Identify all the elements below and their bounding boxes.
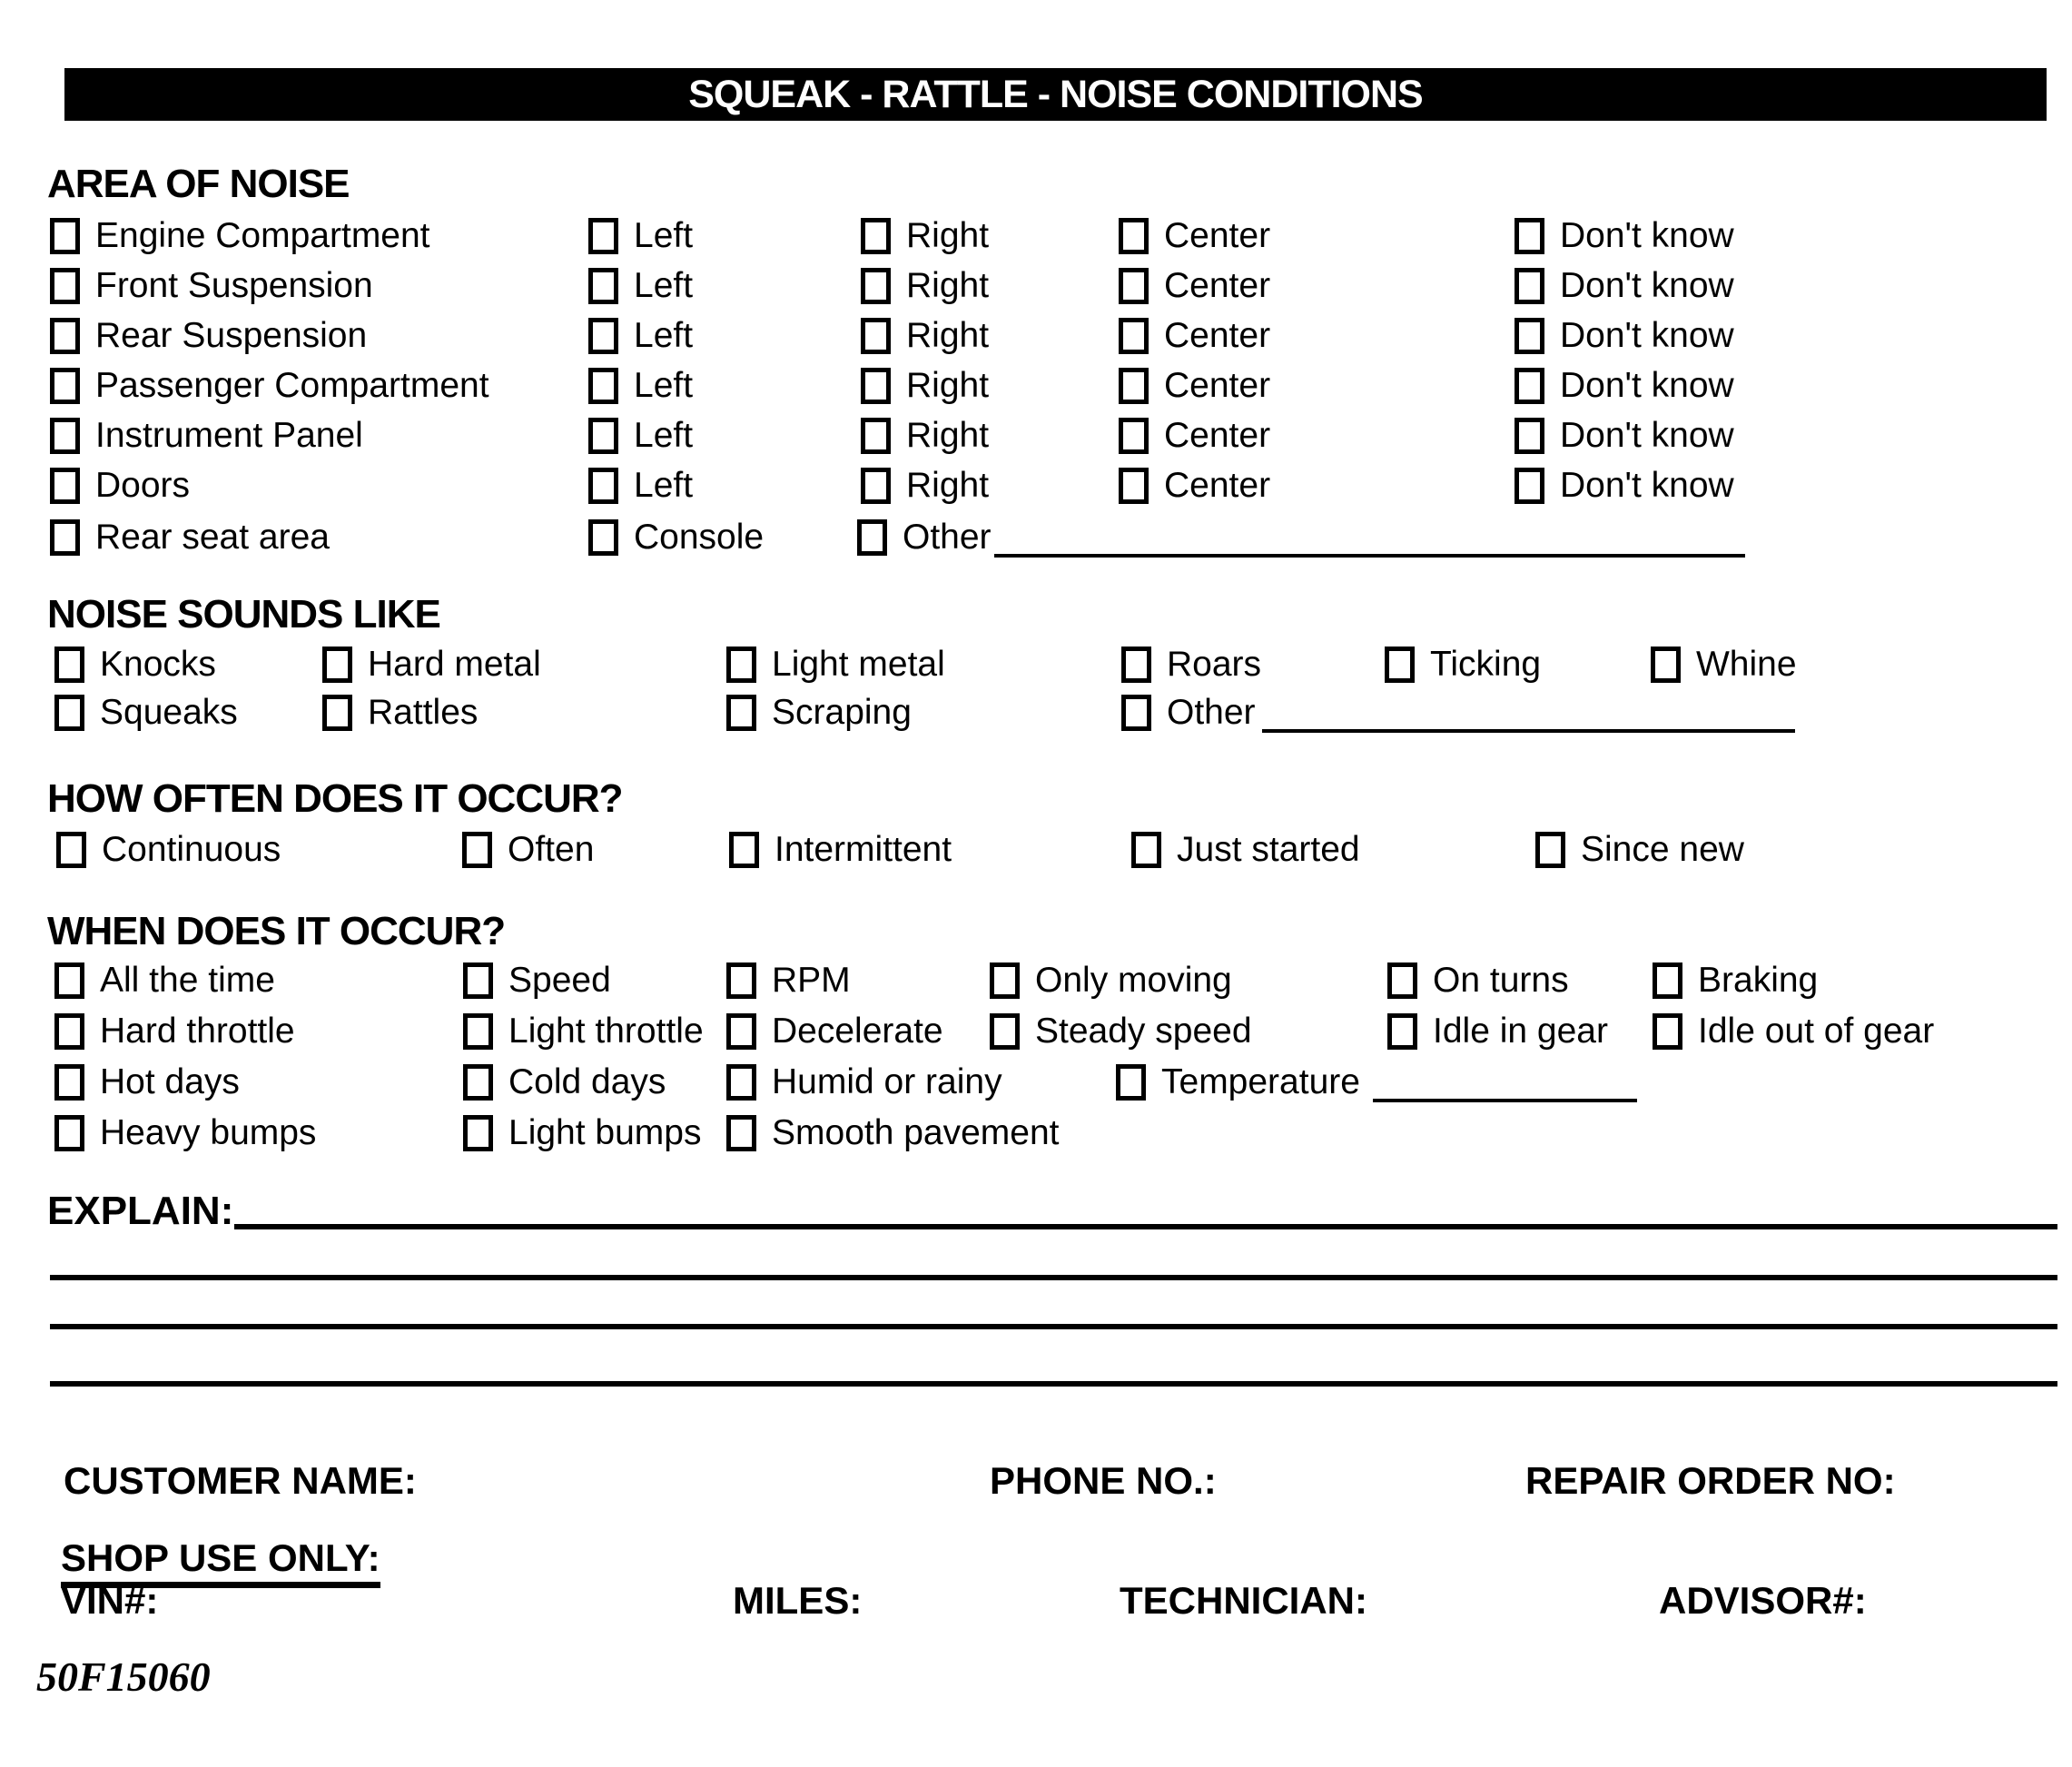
checkbox-item-humid-or-rainy xyxy=(726,1062,1002,1102)
checkbox-item-instrument-panel xyxy=(50,416,363,456)
checkbox-instrument-panel[interactable] xyxy=(50,418,80,454)
checkbox-doors[interactable] xyxy=(50,468,80,504)
checkbox-label: Ticking xyxy=(1430,645,1542,684)
checkbox-left[interactable] xyxy=(588,318,618,354)
checkbox-label: Rattles xyxy=(368,693,479,732)
checkbox-item-on-turns xyxy=(1387,961,1569,1001)
customer-name-label: CUSTOMER NAME: xyxy=(64,1459,417,1502)
explain-writein-line-4[interactable] xyxy=(50,1381,2057,1387)
checkbox-label: Center xyxy=(1164,266,1271,305)
checkbox-whine[interactable] xyxy=(1651,647,1681,683)
checkbox-item-center xyxy=(1119,416,1270,456)
checkbox-label: Steady speed xyxy=(1035,1012,1252,1051)
checkbox-item-heavy-bumps xyxy=(54,1113,316,1153)
checkbox-steady-speed[interactable] xyxy=(990,1013,1020,1050)
checkbox-label: Only moving xyxy=(1035,961,1232,1000)
checkbox-item-idle-in-gear xyxy=(1387,1012,1608,1051)
checkbox-light-metal[interactable] xyxy=(726,647,756,683)
checkbox-center[interactable] xyxy=(1119,318,1149,354)
checkbox-item-don-t-know xyxy=(1515,466,1734,506)
checkbox-item-rattles xyxy=(322,693,478,733)
checkbox-other[interactable] xyxy=(1121,695,1151,731)
checkbox-label: Other xyxy=(1167,693,1256,732)
checkbox-only-moving[interactable] xyxy=(990,962,1020,999)
checkbox-squeaks[interactable] xyxy=(54,695,84,731)
checkbox-console[interactable] xyxy=(588,519,618,556)
checkbox-label: Light throttle xyxy=(508,1012,704,1051)
checkbox-item-right xyxy=(861,466,989,506)
checkbox-label: Squeaks xyxy=(100,693,238,732)
checkbox-right[interactable] xyxy=(861,468,891,504)
checkbox-don-t-know[interactable] xyxy=(1515,318,1544,354)
checkbox-right[interactable] xyxy=(861,418,891,454)
checkbox-item-front-suspension xyxy=(50,266,373,306)
miles-label: MILES: xyxy=(733,1579,863,1622)
checkbox-label: Engine Compartment xyxy=(95,216,430,255)
checkbox-item-center xyxy=(1119,466,1270,506)
checkbox-item-left xyxy=(588,466,693,506)
checkbox-item-center xyxy=(1119,316,1270,356)
checkbox-other[interactable] xyxy=(857,519,887,556)
checkbox-item-don-t-know xyxy=(1515,416,1734,456)
checkbox-item-knocks xyxy=(54,645,216,685)
checkbox-item-only-moving xyxy=(990,961,1232,1001)
checkbox-item-since-new xyxy=(1535,830,1744,870)
area-other-writein-line[interactable] xyxy=(994,554,1745,558)
checkbox-item-often xyxy=(462,830,594,870)
checkbox-label: RPM xyxy=(772,961,851,1000)
checkbox-continuous[interactable] xyxy=(56,832,86,868)
checkbox-item-right xyxy=(861,416,989,456)
checkbox-humid-or-rainy[interactable] xyxy=(726,1064,756,1101)
checkbox-idle-out-of-gear[interactable] xyxy=(1653,1013,1682,1050)
checkbox-all-the-time[interactable] xyxy=(54,962,84,999)
checkbox-label: Speed xyxy=(508,961,611,1000)
when-occur-heading: WHEN DOES IT OCCUR? xyxy=(47,909,506,953)
checkbox-temperature[interactable] xyxy=(1116,1064,1146,1101)
checkbox-right[interactable] xyxy=(861,368,891,404)
checkbox-label: Roars xyxy=(1167,645,1262,684)
checkbox-label: Smooth pavement xyxy=(772,1113,1060,1152)
checkbox-center[interactable] xyxy=(1119,368,1149,404)
checkbox-item-right xyxy=(861,316,989,356)
noise-sounds-like-heading: NOISE SOUNDS LIKE xyxy=(47,592,440,637)
checkbox-label: Left xyxy=(634,266,694,305)
area-of-noise-heading: AREA OF NOISE xyxy=(47,162,350,206)
checkbox-item-left xyxy=(588,316,693,356)
checkbox-item-engine-compartment xyxy=(50,216,430,256)
checkbox-label: Continuous xyxy=(102,830,281,869)
checkbox-left[interactable] xyxy=(588,368,618,404)
checkbox-label: Knocks xyxy=(100,645,216,684)
checkbox-light-bumps[interactable] xyxy=(463,1115,493,1151)
checkbox-item-rear-suspension xyxy=(50,316,367,356)
checkbox-item-don-t-know xyxy=(1515,316,1734,356)
checkbox-item-just-started xyxy=(1131,830,1360,870)
checkbox-label: Light bumps xyxy=(508,1113,702,1152)
checkbox-item-rear-seat-area xyxy=(50,518,330,558)
checkbox-rear-suspension[interactable] xyxy=(50,318,80,354)
checkbox-left[interactable] xyxy=(588,218,618,254)
checkbox-item-hard-metal xyxy=(322,645,541,685)
how-often-heading: HOW OFTEN DOES IT OCCUR? xyxy=(47,776,623,821)
checkbox-scraping[interactable] xyxy=(726,695,756,731)
checkbox-often[interactable] xyxy=(462,832,492,868)
checkbox-label: Idle in gear xyxy=(1433,1012,1608,1051)
checkbox-on-turns[interactable] xyxy=(1387,962,1417,999)
checkbox-item-hot-days xyxy=(54,1062,240,1102)
checkbox-item-ticking xyxy=(1385,645,1541,685)
checkbox-item-doors xyxy=(50,466,190,506)
checkbox-passenger-compartment[interactable] xyxy=(50,368,80,404)
checkbox-item-light-bumps xyxy=(463,1113,701,1153)
explain-writein-line-1[interactable] xyxy=(234,1224,2057,1229)
checkbox-item-light-metal xyxy=(726,645,945,685)
checkbox-idle-in-gear[interactable] xyxy=(1387,1013,1417,1050)
checkbox-rpm[interactable] xyxy=(726,962,756,999)
checkbox-label: Temperature xyxy=(1161,1062,1360,1101)
checkbox-label: Console xyxy=(634,518,765,557)
checkbox-item-smooth-pavement xyxy=(726,1113,1060,1153)
checkbox-don-t-know[interactable] xyxy=(1515,468,1544,504)
checkbox-item-intermittent xyxy=(729,830,952,870)
checkbox-knocks[interactable] xyxy=(54,647,84,683)
checkbox-item-passenger-compartment xyxy=(50,366,489,406)
checkbox-speed[interactable] xyxy=(463,962,493,999)
checkbox-don-t-know[interactable] xyxy=(1515,368,1544,404)
checkbox-hard-metal[interactable] xyxy=(322,647,352,683)
checkbox-label: Hard throttle xyxy=(100,1012,295,1051)
checkbox-item-right xyxy=(861,366,989,406)
checkbox-item-braking xyxy=(1653,961,1818,1001)
checkbox-hot-days[interactable] xyxy=(54,1064,84,1101)
checkbox-left[interactable] xyxy=(588,268,618,304)
checkbox-item-temperature xyxy=(1116,1062,1360,1102)
checkbox-right[interactable] xyxy=(861,218,891,254)
checkbox-item-roars xyxy=(1121,645,1261,685)
checkbox-roars[interactable] xyxy=(1121,647,1151,683)
checkbox-item-other xyxy=(1121,693,1256,733)
checkbox-item-right xyxy=(861,216,989,256)
checkbox-item-rpm xyxy=(726,961,851,1001)
checkbox-engine-compartment[interactable] xyxy=(50,218,80,254)
checkbox-item-cold-days xyxy=(463,1062,666,1102)
checkbox-label: Center xyxy=(1164,416,1271,455)
checkbox-label: Don't know xyxy=(1560,316,1734,355)
checkbox-smooth-pavement[interactable] xyxy=(726,1115,756,1151)
checkbox-label: Decelerate xyxy=(772,1012,943,1051)
checkbox-label: Center xyxy=(1164,466,1271,505)
checkbox-label: Light metal xyxy=(772,645,945,684)
checkbox-label: Instrument Panel xyxy=(95,416,363,455)
checkbox-item-light-throttle xyxy=(463,1012,704,1051)
explain-writein-line-3[interactable] xyxy=(50,1324,2057,1329)
checkbox-label: Just started xyxy=(1177,830,1360,869)
checkbox-item-don-t-know xyxy=(1515,216,1734,256)
checkbox-label: Left xyxy=(634,466,694,505)
checkbox-label: Whine xyxy=(1696,645,1797,684)
checkbox-label: Left xyxy=(634,316,694,355)
checkbox-label: Scraping xyxy=(772,693,912,732)
checkbox-label: Passenger Compartment xyxy=(95,366,489,405)
title-bar xyxy=(64,68,2047,121)
checkbox-item-squeaks xyxy=(54,693,238,733)
checkbox-label: Intermittent xyxy=(775,830,952,869)
checkbox-label: Idle out of gear xyxy=(1698,1012,1935,1051)
checkbox-don-t-know[interactable] xyxy=(1515,268,1544,304)
checkbox-label: Right xyxy=(906,466,990,505)
checkbox-don-t-know[interactable] xyxy=(1515,418,1544,454)
vin-label: VIN#: xyxy=(61,1579,159,1622)
checkbox-label: Heavy bumps xyxy=(100,1113,317,1152)
checkbox-label: All the time xyxy=(100,961,275,1000)
explain-label: EXPLAIN: xyxy=(47,1189,234,1233)
checkbox-item-don-t-know xyxy=(1515,266,1734,306)
checkbox-item-don-t-know xyxy=(1515,366,1734,406)
checkbox-item-decelerate xyxy=(726,1012,943,1051)
checkbox-label: Often xyxy=(508,830,595,869)
checkbox-label: Front Suspension xyxy=(95,266,373,305)
checkbox-label: Don't know xyxy=(1560,416,1734,455)
checkbox-decelerate[interactable] xyxy=(726,1013,756,1050)
technician-label: TECHNICIAN: xyxy=(1120,1579,1367,1622)
checkbox-item-idle-out-of-gear xyxy=(1653,1012,1934,1051)
checkbox-label: Rear seat area xyxy=(95,518,330,557)
advisor-label: ADVISOR#: xyxy=(1659,1579,1867,1622)
checkbox-braking[interactable] xyxy=(1653,962,1682,999)
checkbox-rattles[interactable] xyxy=(322,695,352,731)
checkbox-label: Humid or rainy xyxy=(772,1062,1002,1101)
checkbox-item-right xyxy=(861,266,989,306)
checkbox-item-console xyxy=(588,518,764,558)
checkbox-label: Right xyxy=(906,216,990,255)
checkbox-label: Rear Suspension xyxy=(95,316,368,355)
checkbox-item-hard-throttle xyxy=(54,1012,295,1051)
checkbox-item-whine xyxy=(1651,645,1797,685)
checkbox-right[interactable] xyxy=(861,318,891,354)
checkbox-front-suspension[interactable] xyxy=(50,268,80,304)
checkbox-label: Don't know xyxy=(1560,216,1734,255)
checkbox-label: Right xyxy=(906,366,990,405)
phone-no-label: PHONE NO.: xyxy=(990,1459,1217,1502)
checkbox-label: Don't know xyxy=(1560,366,1734,405)
checkbox-don-t-know[interactable] xyxy=(1515,218,1544,254)
checkbox-label: Since new xyxy=(1581,830,1744,869)
checkbox-item-steady-speed xyxy=(990,1012,1252,1051)
checkbox-label: Right xyxy=(906,416,990,455)
temperature-writein-line[interactable] xyxy=(1373,1099,1637,1102)
sounds-other-writein-line[interactable] xyxy=(1262,729,1795,733)
checkbox-label: Other xyxy=(903,518,992,557)
explain-writein-line-2[interactable] xyxy=(50,1275,2057,1280)
checkbox-item-center xyxy=(1119,266,1270,306)
checkbox-cold-days[interactable] xyxy=(463,1064,493,1101)
checkbox-left[interactable] xyxy=(588,468,618,504)
checkbox-item-other xyxy=(857,518,992,558)
repair-order-no-label: REPAIR ORDER NO: xyxy=(1525,1459,1896,1502)
checkbox-label: Right xyxy=(906,316,990,355)
checkbox-item-all-the-time xyxy=(54,961,275,1001)
checkbox-label: Center xyxy=(1164,316,1271,355)
form-number: 50F15060 xyxy=(36,1653,211,1700)
checkbox-label: Left xyxy=(634,216,694,255)
checkbox-center[interactable] xyxy=(1119,468,1149,504)
checkbox-item-left xyxy=(588,266,693,306)
checkbox-label: Center xyxy=(1164,366,1271,405)
checkbox-center[interactable] xyxy=(1119,268,1149,304)
checkbox-since-new[interactable] xyxy=(1535,832,1565,868)
checkbox-label: Hot days xyxy=(100,1062,240,1101)
checkbox-center[interactable] xyxy=(1119,218,1149,254)
checkbox-label: Don't know xyxy=(1560,466,1734,505)
checkbox-rear-seat-area[interactable] xyxy=(50,519,80,556)
checkbox-label: On turns xyxy=(1433,961,1569,1000)
checkbox-light-throttle[interactable] xyxy=(463,1013,493,1050)
checkbox-label: Center xyxy=(1164,216,1271,255)
checkbox-label: Left xyxy=(634,416,694,455)
checkbox-item-left xyxy=(588,216,693,256)
checkbox-just-started[interactable] xyxy=(1131,832,1161,868)
form-title: SQUEAK - RATTLE - NOISE CONDITIONS xyxy=(688,72,1423,116)
checkbox-item-speed xyxy=(463,961,611,1001)
checkbox-item-left xyxy=(588,416,693,456)
checkbox-left[interactable] xyxy=(588,418,618,454)
checkbox-right[interactable] xyxy=(861,268,891,304)
shop-use-only-label: SHOP USE ONLY: xyxy=(61,1536,380,1580)
checkbox-label: Cold days xyxy=(508,1062,666,1101)
checkbox-label: Right xyxy=(906,266,990,305)
checkbox-label: Hard metal xyxy=(368,645,541,684)
checkbox-label: Don't know xyxy=(1560,266,1734,305)
checkbox-item-center xyxy=(1119,216,1270,256)
checkbox-hard-throttle[interactable] xyxy=(54,1013,84,1050)
checkbox-center[interactable] xyxy=(1119,418,1149,454)
checkbox-ticking[interactable] xyxy=(1385,647,1415,683)
checkbox-item-left xyxy=(588,366,693,406)
checkbox-heavy-bumps[interactable] xyxy=(54,1115,84,1151)
checkbox-label: Doors xyxy=(95,466,191,505)
checkbox-item-continuous xyxy=(56,830,281,870)
checkbox-intermittent[interactable] xyxy=(729,832,759,868)
checkbox-label: Braking xyxy=(1698,961,1819,1000)
checkbox-label: Left xyxy=(634,366,694,405)
checkbox-item-center xyxy=(1119,366,1270,406)
checkbox-item-scraping xyxy=(726,693,912,733)
